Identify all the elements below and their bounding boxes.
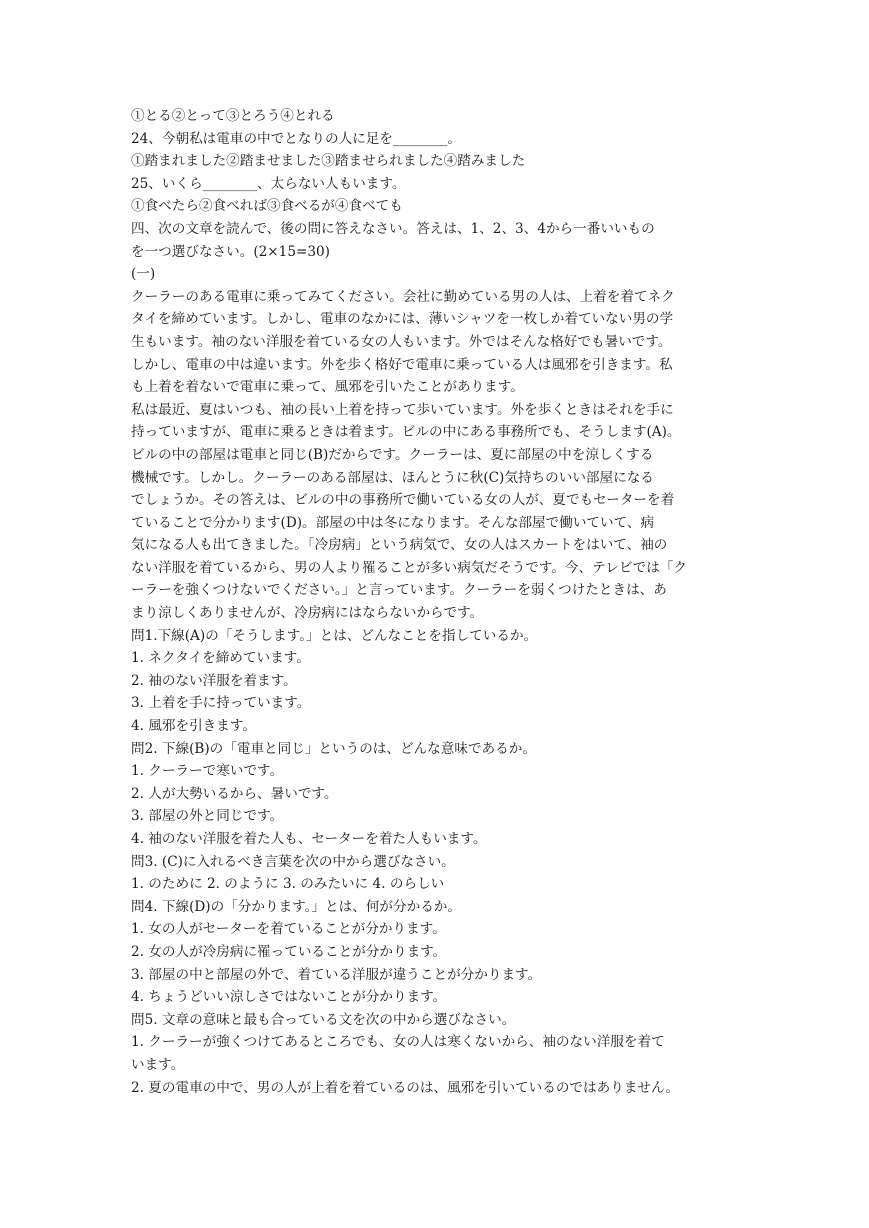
answer-option: 3. 上着を手に持っています。 (131, 695, 311, 712)
question-stem: 問2. 下線(B)の「電車と同じ」というのは、どんな意味であるか。 (131, 740, 536, 757)
question-stem: 問5. 文章の意味と最も合っている文を次の中から選びなさい。 (131, 1011, 516, 1028)
passage-line: ーラーを強くつけないでください。」と言っています。クーラーを弱くつけたときは、あ (131, 582, 667, 599)
q23-options: ①とる②とって③とろう④とれる (131, 108, 335, 124)
answer-options-inline: 1. のために 2. のように 3. のみたいに 4. のらしい (131, 876, 445, 893)
question-5 (131, 1009, 739, 1099)
passage-line: 気になる人も出てきました。「冷房病」という病気で、女の人はスカートをはいて、袖の (131, 537, 668, 554)
passage-line: 生もいます。袖のない洋服を着ている女の人もいます。外ではそんな格好でも暑いです。 (131, 333, 672, 350)
subsection-heading: (一) (131, 266, 156, 283)
q24-options: ①踏まれました②踏ませました③踏ませられました④踏みました (131, 153, 526, 170)
section-four-header-line2: を一つ選びなさい。(2×15=30) (131, 243, 330, 260)
answer-option: 3. 部屋の外と同じです。 (131, 808, 284, 825)
answer-option: 1. 女の人がセーターを着ていることが分かります。 (131, 921, 446, 938)
passage-line: でしょうか。その答えは、ビルの中の事務所で働いている女の人が、夏でもセーターを着 (131, 492, 675, 509)
passage-paragraph-2 (131, 399, 739, 625)
question-1 (131, 625, 739, 738)
answer-option: 4. 袖のない洋服を着た人も、セーターを着た人もいます。 (131, 831, 487, 847)
passage-line: 機械です。しかし。クーラーのある部屋は、ほんとうに秋(C)気持ちのいい部屋になる (131, 469, 654, 486)
question-4 (131, 896, 739, 1009)
passage-line: ていることで分かります(D)。部屋の中は冬になります。そんな部屋で働いていて、病 (131, 514, 655, 531)
passage-line: まり涼しくありませんが、冷房病にはならないからです。 (131, 605, 484, 622)
passage-line: 私は最近、夏はいつも、袖の長い上着を持って歩いています。外を歩くときはそれを手に (131, 401, 674, 418)
answer-option: 2. 女の人が冷房病に罹っていることが分かります。 (131, 943, 447, 960)
document-body (131, 105, 739, 1099)
answer-option: 4. ちょうどいい涼しさではないことが分かります。 (131, 989, 447, 1006)
answer-option: 1. クーラーが強くつけてあるところでも、女の人は寒くないから、袖のない洋服を着て (131, 1034, 665, 1051)
q24-stem: 24、今朝私は電車の中でとなりの人に足を________。 (131, 130, 461, 147)
passage-line: しかし、電車の中は違います。外を歩く格好で電車に乗っている人は風邪を引きます。私 (131, 356, 673, 373)
passage-paragraph-1 (131, 286, 739, 399)
passage-line: 持っていますが、電車に乗るときは着ます。ビルの中にある事務所でも、そうします(A)。 (131, 424, 681, 441)
answer-option: 3. 部屋の中と部屋の外で、着ている洋服が違うことが分かります。 (131, 966, 542, 983)
passage-line: ない洋服を着ているから、男の人より罹ることが多い病気だそうです。今、テレビでは「ク (131, 559, 687, 576)
passage-line: タイを締めています。しかし、電車のなかには、薄いシャツを一枚しか着ていない男の学 (131, 311, 674, 328)
passage-line: も上着を着ないで電車に乗って、風邪を引いたことがあります。 (131, 379, 524, 396)
question-2 (131, 738, 739, 851)
question-stem: 問1.下線(A)の「そうします。」とは、どんなことを指しているか。 (131, 627, 538, 644)
section-four-header-line1: 四、次の文章を読んで、後の問に答えなさい。答えは、1、2、3、4から一番いいもの (131, 220, 655, 237)
question-3 (131, 851, 739, 896)
answer-option: 4. 風邪を引きます。 (131, 718, 256, 735)
passage-line: ビルの中の部屋は電車と同じ(B)だからです。クーラーは、夏に部屋の中を涼しくする (131, 446, 654, 463)
answer-option: 1. クーラーで寒いです。 (131, 763, 284, 780)
answer-option: 2. 夏の電車の中で、男の人が上着を着ているのは、風邪を引いているのではありません。 (131, 1079, 679, 1096)
answer-option: 2. 袖のない洋服を着ます。 (131, 672, 297, 689)
passage-line: クーラーのある電車に乗ってみてください。会社に勤めている男の人は、上着を着てネク (131, 288, 675, 305)
answer-option: 1. ネクタイを締めています。 (131, 650, 310, 667)
reading-passage (131, 286, 739, 625)
question-stem: 問3. (C)に入れるべき言葉を次の中から選びなさい。 (131, 853, 455, 870)
answer-option-continued: います。 (131, 1056, 185, 1073)
q25-options: ①食べたら②食べれば③食べるが④食べても (131, 198, 403, 215)
answer-option: 2. 人が大勢いるから、暑いです。 (131, 785, 338, 802)
q25-stem: 25、いくら________、太らない人もいます。 (131, 175, 406, 192)
question-stem: 問4. 下線(D)の「分かります。」とは、何が分かるか。 (131, 898, 461, 915)
